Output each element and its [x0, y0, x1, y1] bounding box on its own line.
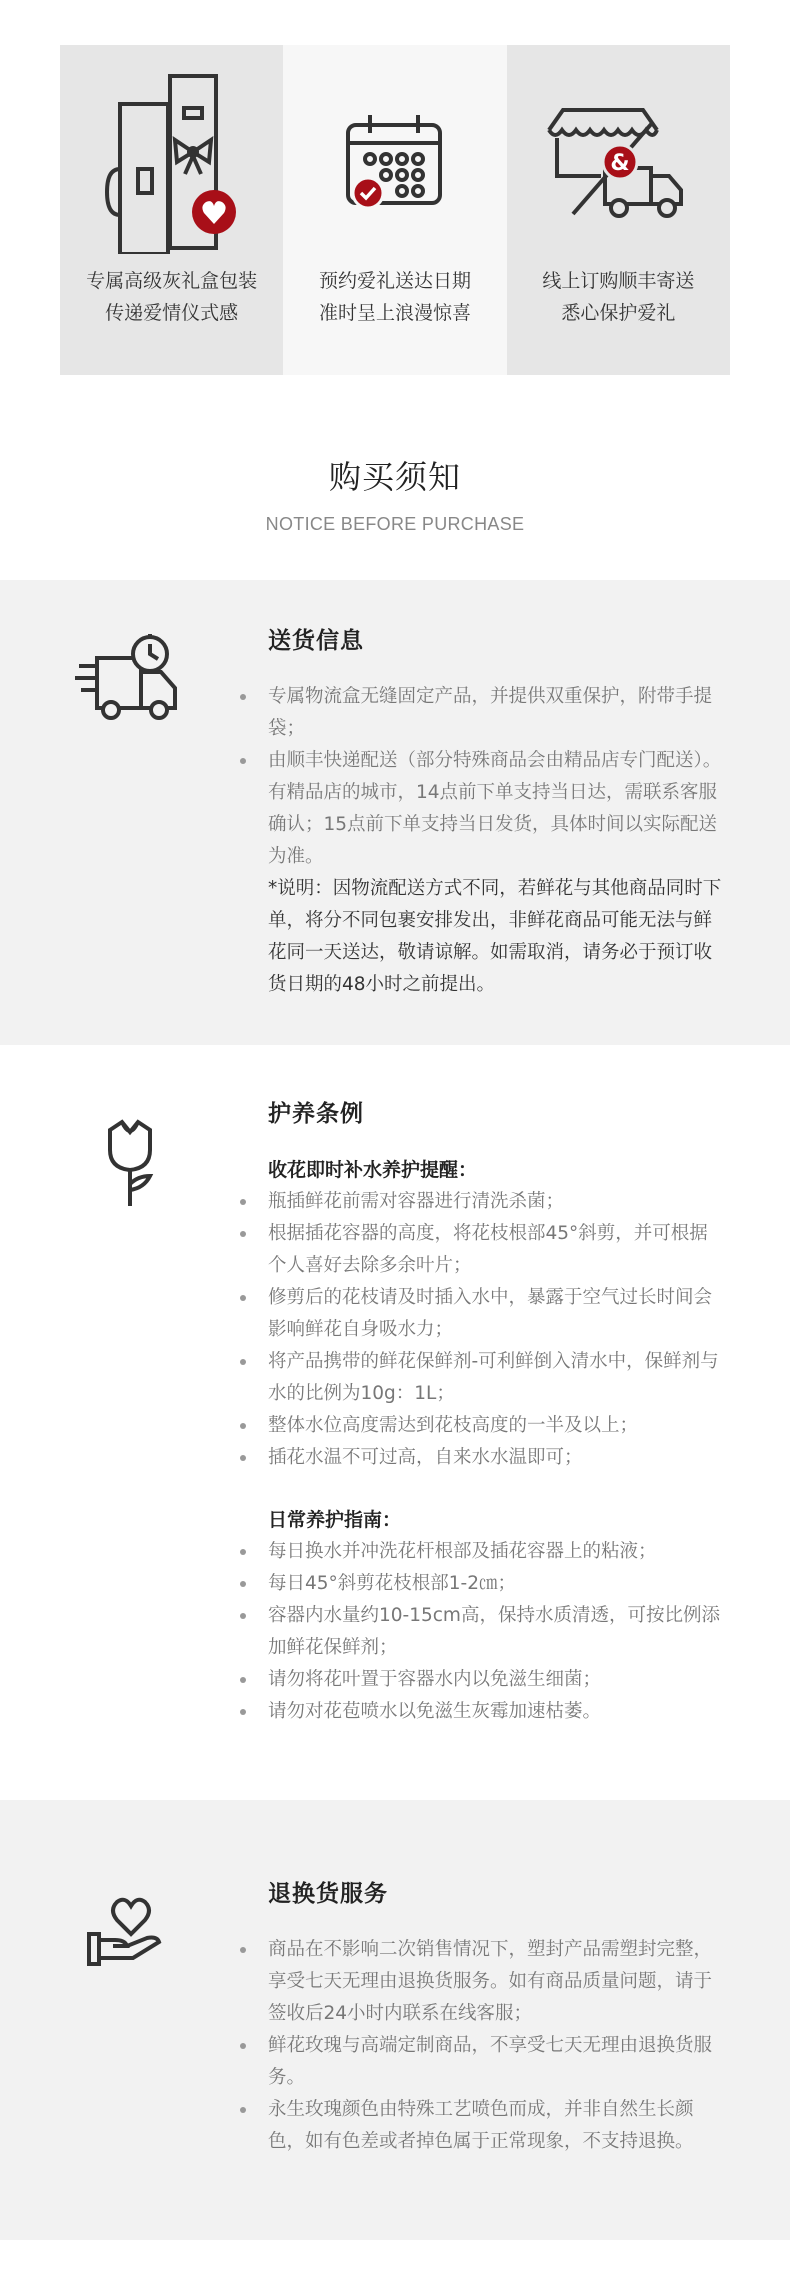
list-item: 整体水位高度需达到花枝高度的一半及以上； [268, 1410, 723, 1442]
care-subheading: 收花即时补水养护提醒： [268, 1159, 478, 1181]
list-item: 瓶插鲜花前需对容器进行清洗杀菌； [268, 1186, 723, 1218]
feature-line-2: 悉心保护爱礼 [561, 302, 676, 324]
list-item: 每日换水并冲洗花杆根部及插花容器上的粘液； [268, 1536, 723, 1568]
list-item: 永生玫瑰颜色由特殊工艺喷色而成，并非自然生长颜色，如有色差或者掉色属于正常现象，不支持退换。 [268, 2094, 723, 2158]
feature-gift-box [60, 45, 283, 375]
care-title: 护养条例 [268, 1101, 364, 1127]
delivery-note: *说明：因物流配送方式不同，若鲜花与其他商品同时下单，将分不同包裹安排发出，非鲜花商品可能无法与鲜花同一天送达，敬请谅解。如需取消，请务必于预订收货日期的48小时之前提出。 [268, 878, 722, 995]
feature-line-1: 预约爱礼送达日期 [318, 270, 471, 292]
list-item: 将产品携带的鲜花保鲜剂-可利鲜倒入清水中，保鲜剂与水的比例为10g：1L； [268, 1346, 723, 1410]
list-item: 修剪后的花枝请及时插入水中，暴露于空气过长时间会影响鲜花自身吸水力； [268, 1282, 723, 1346]
calendar-icon [340, 109, 450, 219]
list-item: 商品在不影响二次销售情况下，塑封产品需塑封完整，享受七天无理由退换货服务。如有商品质量问题，请于签收后24小时内联系在线客服； [268, 1934, 723, 2030]
feature-delivery [507, 45, 730, 375]
feature-line-1: 专属高级灰礼盒包装 [86, 270, 258, 292]
list-item: 请勿对花苞喷水以免滋生灰霉加速枯萎。 [268, 1696, 723, 1728]
gift-box-icon [102, 74, 242, 254]
delivery-section [0, 580, 790, 1045]
rose-icon [100, 1118, 160, 1208]
delivery-truck-icon [543, 104, 693, 224]
returns-title: 退换货服务 [268, 1881, 388, 1907]
list-item: 容器内水量约10-15cm高，保持水质清透，可按比例添加鲜花保鲜剂； [268, 1600, 723, 1664]
care-subheading: 日常养护指南： [268, 1509, 402, 1531]
feature-calendar [283, 45, 506, 375]
list-item: 鲜花玫瑰与高端定制商品，不享受七天无理由退换货服务。 [268, 2030, 723, 2094]
list-item: 根据插花容器的高度，将花枝根部45°斜剪，并可根据个人喜好去除多余叶片； [268, 1218, 723, 1282]
notice-subtitle: NOTICE BEFORE PURCHASE [265, 514, 525, 534]
returns-section [0, 1800, 790, 2240]
feature-line-1: 线上订购顺丰寄送 [542, 270, 695, 292]
list-item: 每日45°斜剪花枝根部1-2㎝； [268, 1568, 723, 1600]
feature-line-2: 准时呈上浪漫惊喜 [318, 302, 471, 324]
delivery-title: 送货信息 [268, 628, 364, 654]
list-item: 请勿将花叶置于容器水内以免滋生细菌； [268, 1664, 723, 1696]
delivery-timer-truck-icon [75, 632, 185, 722]
list-item: 插花水温不可过高，自来水水温即可； [268, 1442, 723, 1474]
heart-in-hand-icon [85, 1890, 175, 1970]
svg-text:&: & [610, 151, 630, 176]
list-item: 专属物流盒无缝固定产品，并提供双重保护，附带手提袋； [268, 681, 723, 745]
feature-line-2: 传递爱情仪式感 [105, 302, 239, 324]
care-section [0, 1045, 790, 1800]
list-item: 由顺丰快递配送（部分特殊商品会由精品店专门配送）。有精品店的城市，14点前下单支持当日达，需联系客服确认；15点前下单支持当日发货，具体时间以实际配送为准。 [268, 745, 723, 873]
features-row [60, 45, 730, 375]
notice-title: 购买须知 [328, 458, 461, 496]
